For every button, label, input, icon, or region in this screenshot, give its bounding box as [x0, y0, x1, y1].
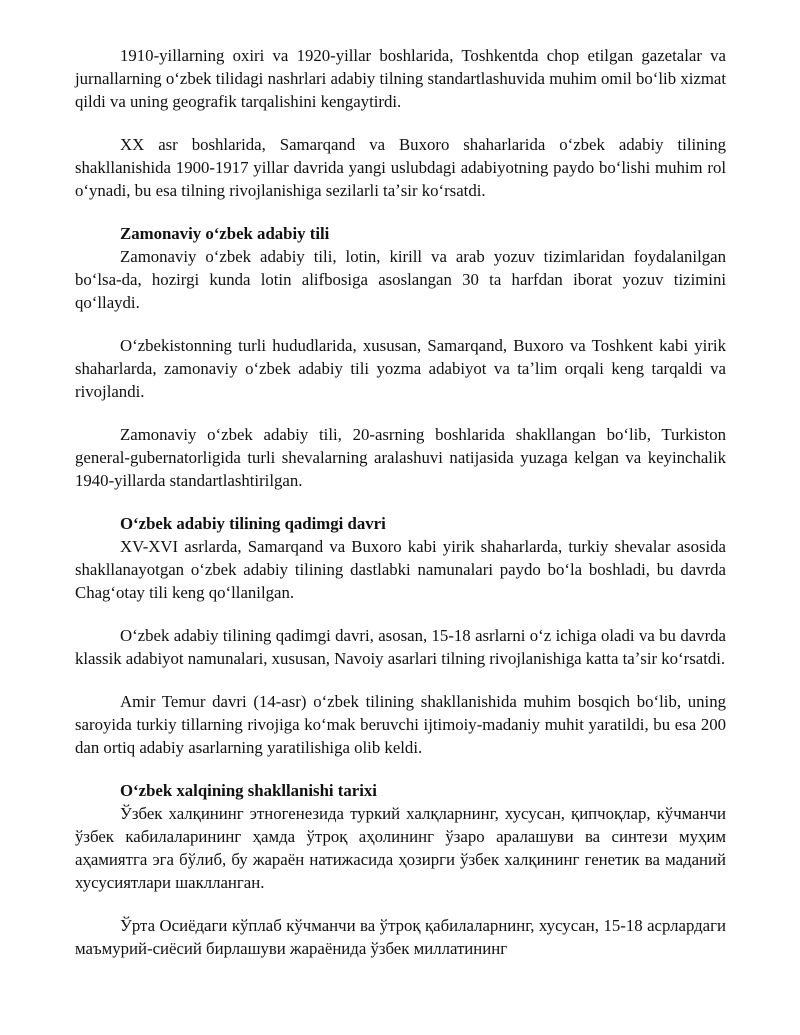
paragraph: XV-XVI asrlarda, Samarqand va Buxoro kabi yirik shaharlarda, turkiy shevalar asosida shakllanayotgan oʻzbek adabiy tilining dastlabki namunalari paydo boʻla boshladi, bu davrda Chagʻotay tili keng qoʻllanilgan. [75, 537, 726, 602]
paragraph: Oʻzbek adabiy tilining qadimgi davri, asosan, 15-18 asrlarni oʻz ichiga oladi va bu davrda klassik adabiyot namunalari, xususan, Navoiy asarlari tilning rivojlanishiga katta taʼsir koʻrsatdi. [75, 626, 726, 668]
section-heading: Oʻzbek xalqining shakllanishi tarixi [120, 781, 377, 800]
paragraph: Ўзбек халқининг этногенезида туркий халқларнинг, хусусан, қипчоқлар, кўчманчи ўзбек кабилаларининг ҳамда ўтроқ аҳолининг ўзаро аралашуви ва синтези муҳим аҳамиятга эга бўлиб, бу жараён натижасида ҳозирги ўзбек халқининг генетик ва маданий хусусиятлари шаклланган. [75, 804, 726, 892]
paragraph: Zamonaviy oʻzbek adabiy tili, lotin, kirill va arab yozuv tizimlaridan foydalanilgan boʻlsa-da, hozirgi kunda lotin alifbosiga asoslangan 30 ta harfdan iborat yozuv tizimini qoʻllaydi. [75, 247, 726, 312]
paragraph: Ўрта Осиёдаги кўплаб кўчманчи ва ўтроқ қабилаларнинг, хусусан, 15-18 асрлардаги маъмурий-сиёсий бирлашуви жараёнида ўзбек миллатининг [75, 916, 726, 958]
paragraph: 1910-yillarning oxiri va 1920-yillar boshlarida, Toshkentda chop etilgan gazetalar va jurnallarning oʻzbek tilidagi nashrlari adabiy tilning standartlashuvida muhim omil boʻlib xizmat qildi va uning geografik tarqalishini kengaytirdi. [75, 46, 726, 111]
section-heading: Oʻzbek adabiy tilining qadimgi davri [120, 514, 386, 533]
paragraph: Oʻzbekistonning turli hududlarida, xususan, Samarqand, Buxoro va Toshkent kabi yirik shaharlarda, zamonaviy oʻzbek adabiy tili yozma adabiyot va taʼlim orqali keng tarqaldi va rivojlandi. [75, 336, 726, 401]
paragraph: XX asr boshlarida, Samarqand va Buxoro shaharlarida oʻzbek adabiy tilining shakllanishida 1900-1917 yillar davrida yangi uslubdagi adabiyotning paydo boʻlishi muhim rol oʻynadi, bu esa tilning rivojlanishiga sezilarli taʼsir koʻrsatdi. [75, 135, 726, 200]
section-heading: Zamonaviy oʻzbek adabiy tili [120, 224, 330, 243]
paragraph: Amir Temur davri (14-asr) oʻzbek tilining shakllanishida muhim bosqich boʻlib, uning saroyida turkiy tillarning rivojiga koʻmak beruvchi ijtimoiy-madaniy muhit yaratildi, bu esa 200 dan ortiq adabiy asarlarning yaratilishiga olib keldi. [75, 692, 726, 757]
paragraph: Zamonaviy oʻzbek adabiy tili, 20-asrning boshlarida shakllangan boʻlib, Turkiston general-gubernatorligida turli shevalarning aralashuvi natijasida yuzaga kelgan va keyinchalik 1940-yillarda standartlashtirilgan. [75, 425, 726, 490]
